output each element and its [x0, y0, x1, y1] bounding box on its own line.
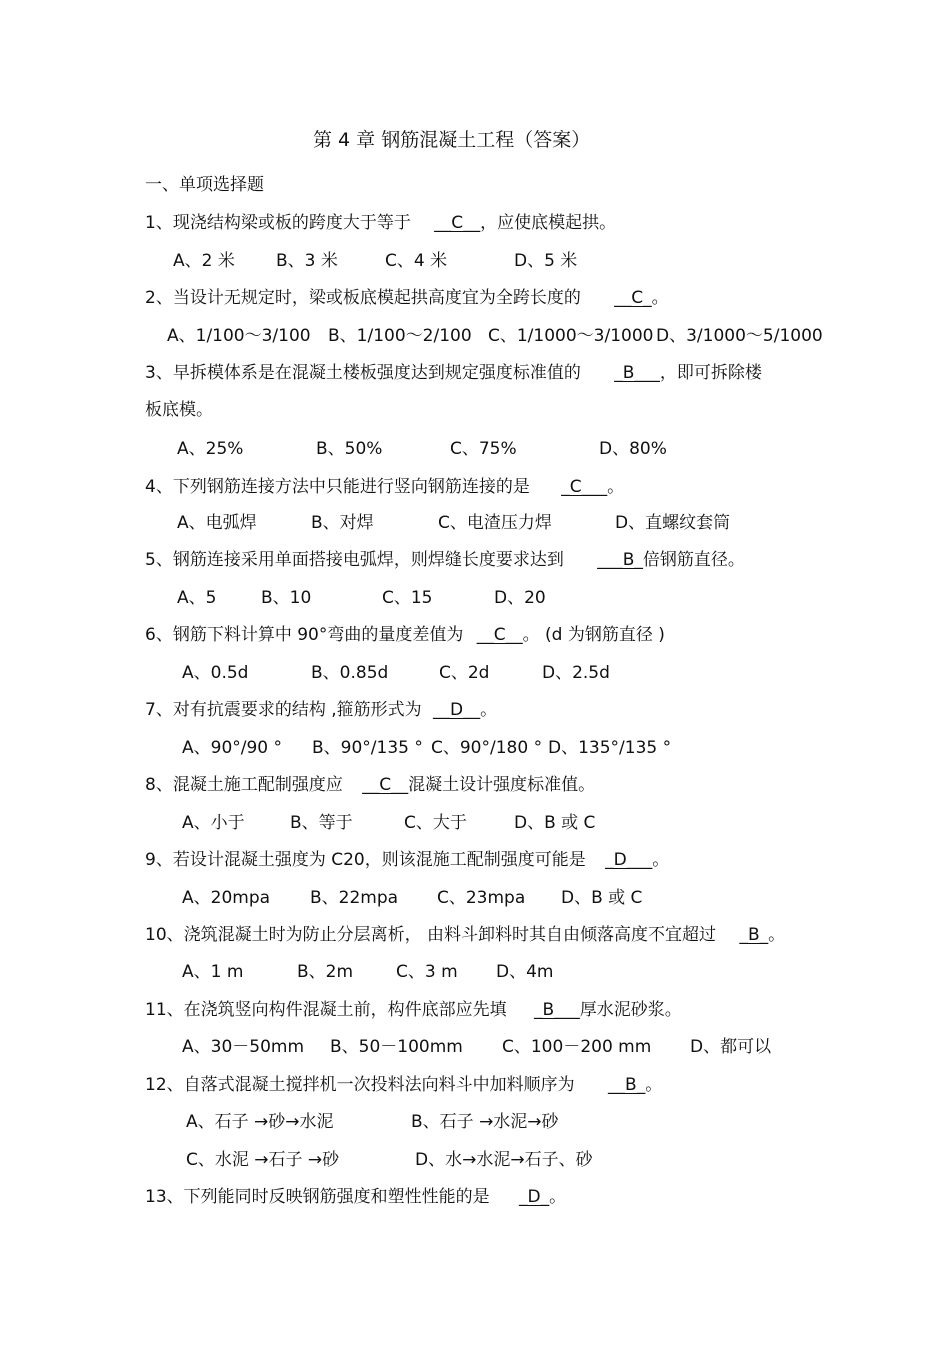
option-a: A、电弧焊: [177, 513, 257, 533]
option-d: D、80%: [599, 439, 667, 459]
option-c: C、100－200 mm: [502, 1037, 652, 1057]
question-text: 2、当设计无规定时，梁或板底模起拱高度宜为全跨长度的: [145, 288, 581, 308]
option-c: C、15: [382, 588, 433, 608]
question-text-end: 。: [652, 850, 670, 870]
question-13: [145, 1186, 566, 1208]
question-text: 13、下列能同时反映钢筋强度和塑性性能的是: [145, 1187, 490, 1207]
option-a: A、90°/90 °: [182, 738, 283, 758]
option-b: B、2m: [297, 962, 354, 982]
option-d: D、水→水泥→石子、砂: [415, 1150, 593, 1170]
option-c: C、23mpa: [437, 888, 526, 908]
question-7: [145, 699, 497, 721]
question-text: 11、在浇筑竖向构件混凝土前，构件底部应先填: [145, 1000, 507, 1020]
question-text: 9、若设计混凝土强度为 C20，则该混施工配制强度可能是: [145, 850, 586, 870]
question-text: 1、现浇结构梁或板的跨度大于等于: [145, 213, 411, 233]
question-3-continued: 板底模。: [145, 400, 213, 420]
answer-blank: _B_: [739, 925, 769, 945]
answer-blank: _B___: [534, 1000, 580, 1020]
answer-blank: __C_: [614, 288, 652, 308]
option-b: B、22mpa: [310, 888, 399, 908]
option-b: B、0.85d: [311, 663, 389, 683]
answer-blank: __D__: [433, 700, 481, 720]
option-b: B、对焊: [311, 513, 374, 533]
option-d: D、5 米: [514, 251, 578, 271]
option-a: A、25%: [177, 439, 244, 459]
option-b: B、10: [261, 588, 312, 608]
option-d: D、2.5d: [542, 663, 610, 683]
option-c: C、90°/180 °: [431, 738, 543, 758]
question-11: [145, 999, 682, 1021]
question-text: 7、对有抗震要求的结构 ,箍筋形式为: [145, 700, 422, 720]
option-a: A、20mpa: [182, 888, 271, 908]
option-b: B、3 米: [276, 251, 338, 271]
question-10: [145, 924, 785, 946]
question-2: [145, 287, 669, 309]
question-text-end: 。: [645, 1075, 663, 1095]
option-b: B、50－100mm: [330, 1037, 463, 1057]
option-b: B、石子 →水泥→砂: [411, 1112, 559, 1132]
option-a: A、5: [177, 588, 217, 608]
question-6: [145, 624, 665, 646]
question-12: [145, 1074, 662, 1096]
question-text-end: 。: [549, 1187, 567, 1207]
option-c: C、2d: [439, 663, 490, 683]
question-text-end: ，应使底模起拱。: [480, 213, 617, 233]
question-text: 3、早拆模体系是在混凝土楼板强度达到规定强度标准值的: [145, 363, 581, 383]
option-d: D、20: [494, 588, 546, 608]
answer-blank: __C__: [476, 625, 523, 645]
question-text: 5、钢筋连接采用单面搭接电弧焊，则焊缝长度要求达到: [145, 550, 564, 570]
answer-blank: __C__: [362, 775, 409, 795]
option-d: D、3/1000～5/1000: [656, 326, 823, 346]
question-text: 6、钢筋下料计算中 90°弯曲的量度差值为: [145, 625, 464, 645]
option-a: A、石子 →砂→水泥: [186, 1112, 334, 1132]
question-text-end: 。: [651, 288, 669, 308]
option-d: D、135°/135 °: [548, 738, 672, 758]
option-a: A、1/100～3/100: [167, 326, 311, 346]
option-a: A、2 米: [173, 251, 235, 271]
option-b: B、等于: [290, 813, 353, 833]
option-c: C、电渣压力焊: [438, 513, 552, 533]
question-text-end: 。 (d 为钢筋直径 ): [522, 625, 665, 645]
answer-blank: ___B_: [597, 550, 643, 570]
option-d: D、直螺纹套筒: [615, 513, 731, 533]
option-c: C、1/1000～3/1000: [488, 326, 654, 346]
option-a: A、0.5d: [182, 663, 249, 683]
question-text: 10、浇筑混凝土时为防止分层离析， 由料斗卸料时其自由倾落高度不宜超过: [145, 925, 717, 945]
section-heading: 一、单项选择题: [145, 175, 264, 195]
question-1: [145, 212, 616, 234]
question-text-end: 。: [480, 700, 498, 720]
option-c: C、4 米: [385, 251, 448, 271]
question-4: [145, 476, 624, 498]
option-c: C、大于: [404, 813, 467, 833]
question-3: [145, 362, 762, 384]
option-b: B、1/100～2/100: [328, 326, 472, 346]
option-d: D、B 或 C: [561, 888, 643, 908]
question-8: [145, 774, 595, 796]
option-b: B、50%: [316, 439, 383, 459]
option-a: A、1 m: [182, 962, 244, 982]
question-text: 4、下列钢筋连接方法中只能进行竖向钢筋连接的是: [145, 477, 530, 497]
option-a: A、30－50mm: [182, 1037, 305, 1057]
question-text-end: 。: [768, 925, 786, 945]
question-text-end: 厚水泥砂浆。: [579, 1000, 682, 1020]
answer-blank: _D_: [519, 1187, 550, 1207]
question-text-end: 倍钢筋直径。: [642, 550, 745, 570]
option-b: B、90°/135 °: [312, 738, 423, 758]
option-c: C、75%: [450, 439, 517, 459]
question-9: [145, 849, 669, 871]
page-title: 第 4 章 钢筋混凝土工程（答案）: [313, 129, 591, 151]
answer-blank: _D___: [605, 850, 653, 870]
question-text: 8、混凝土施工配制强度应: [145, 775, 343, 795]
answer-blank: __C__: [434, 213, 481, 233]
answer-blank: __B_: [608, 1075, 646, 1095]
option-c: C、水泥 →石子 →砂: [186, 1150, 340, 1170]
option-c: C、3 m: [396, 962, 458, 982]
option-d: D、B 或 C: [514, 813, 596, 833]
question-text: 12、自落式混凝土搅拌机一次投料法向料斗中加料顺序为: [145, 1075, 575, 1095]
option-d: D、都可以: [690, 1037, 772, 1057]
option-d: D、4m: [496, 962, 554, 982]
question-text-end: 混凝土设计强度标准值。: [408, 775, 596, 795]
question-text-end: 。: [607, 477, 625, 497]
question-5: [145, 549, 745, 571]
question-text-end: ，即可拆除楼: [659, 363, 762, 383]
answer-blank: _B___: [614, 363, 660, 383]
answer-blank: _C___: [561, 477, 608, 497]
option-a: A、小于: [182, 813, 245, 833]
